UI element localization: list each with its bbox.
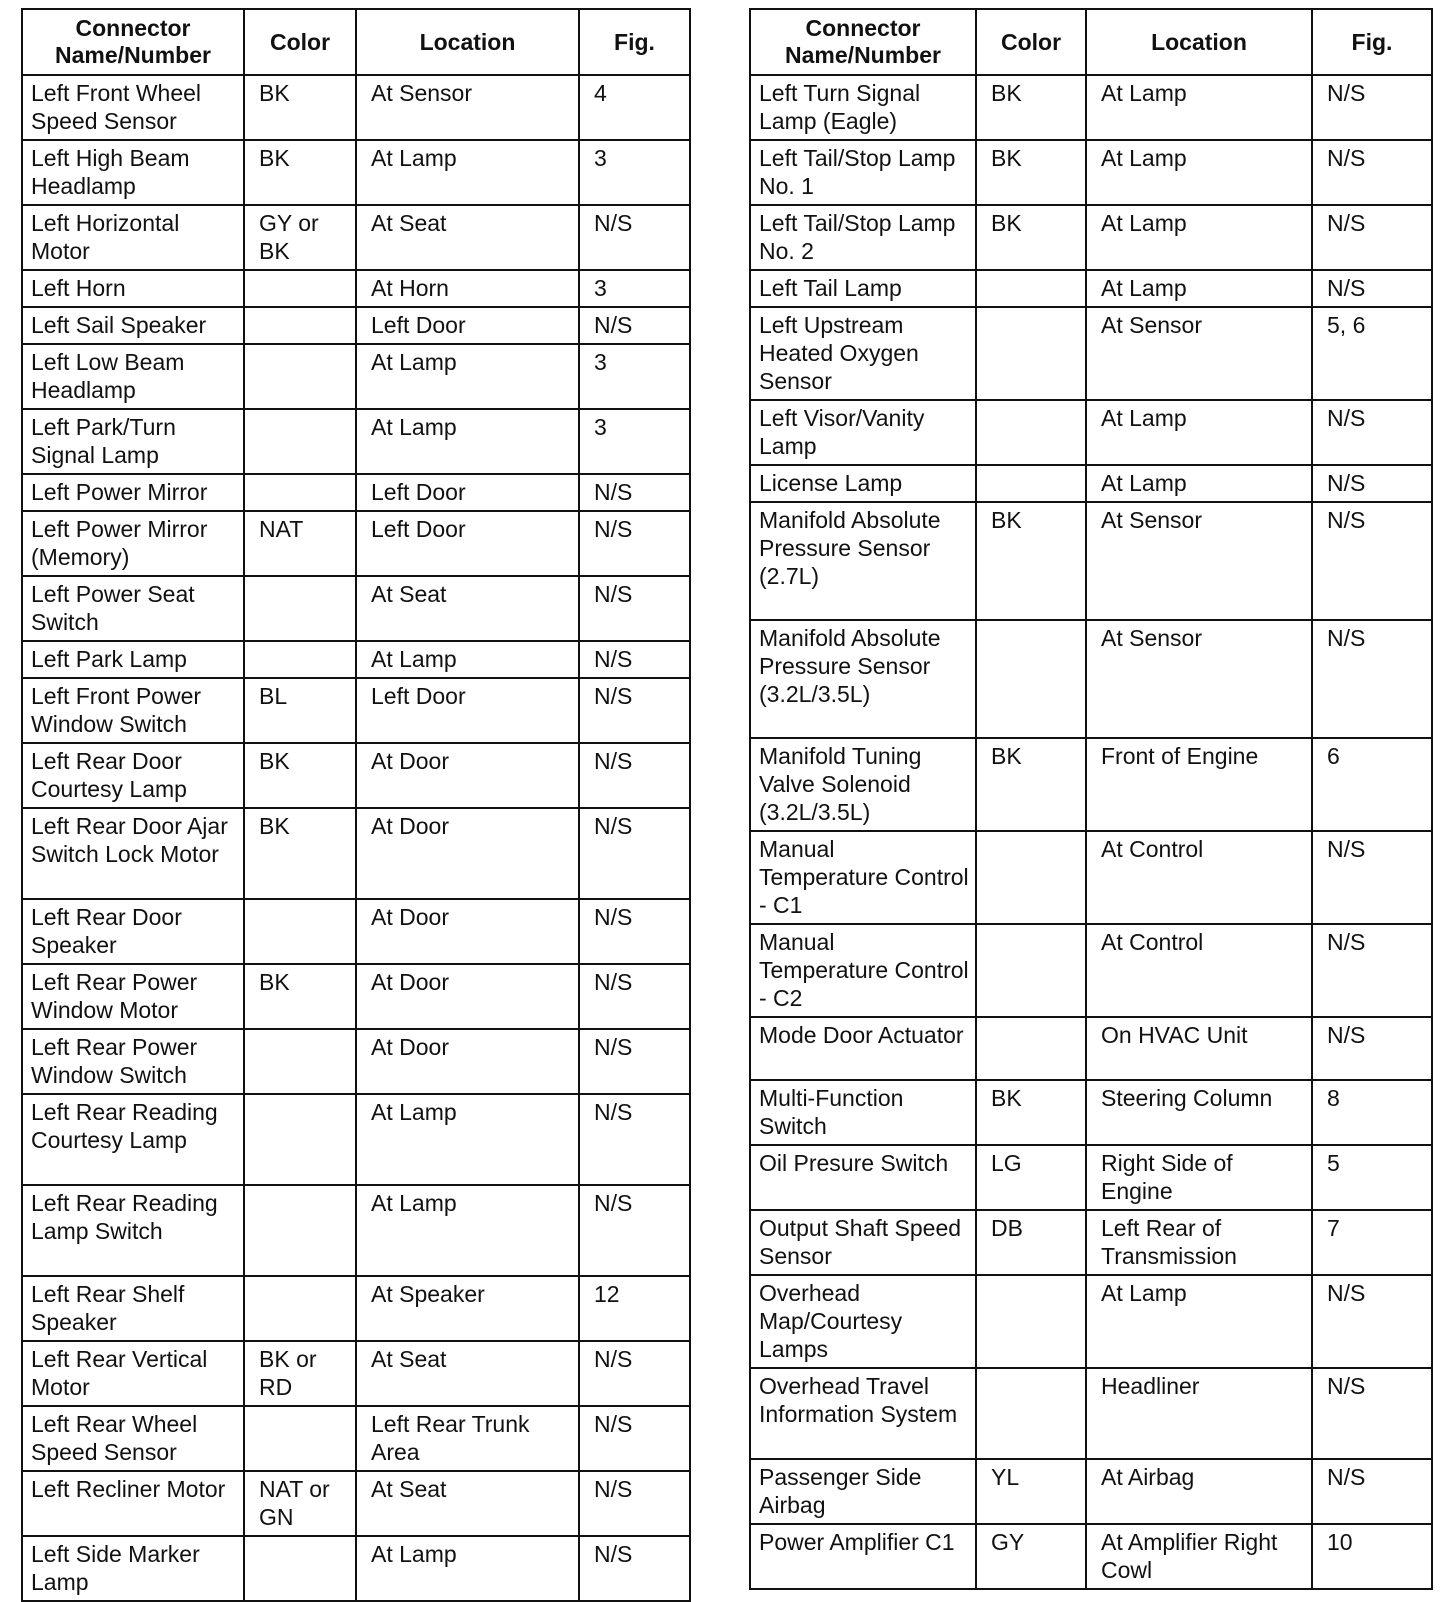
table-row (22, 1094, 690, 1185)
color-cell (244, 1094, 356, 1185)
location-cell: Headliner (1086, 1368, 1312, 1459)
color-cell (244, 1536, 356, 1601)
connector-name-cell: Output Shaft Speed Sensor (750, 1210, 976, 1275)
fig-cell: N/S (579, 641, 690, 678)
color-cell: BK (976, 75, 1086, 140)
connector-name-cell: Left Rear Door Ajar Switch Lock Motor (22, 808, 244, 899)
color-cell (976, 307, 1086, 400)
connector-name-cell: Left Front Wheel Speed Sensor (22, 75, 244, 140)
fig-cell: 8 (1312, 1080, 1432, 1145)
fig-cell: N/S (579, 1471, 690, 1536)
table-row (22, 344, 690, 409)
fig-cell: N/S (1312, 620, 1432, 738)
location-cell: Front of Engine (1086, 738, 1312, 831)
table-row (22, 75, 690, 140)
fig-cell: 3 (579, 140, 690, 205)
location-cell: Steering Column (1086, 1080, 1312, 1145)
table-body-left (22, 75, 690, 1601)
table-row (22, 964, 690, 1029)
location-cell: At Lamp (356, 140, 579, 205)
color-cell (244, 1185, 356, 1276)
color-cell (244, 474, 356, 511)
table-row (750, 502, 1432, 620)
fig-cell: 6 (1312, 738, 1432, 831)
fig-cell: 12 (579, 1276, 690, 1341)
color-cell: GY or BK (244, 205, 356, 270)
connector-name-cell: Manifold Absolute Pressure Sensor (2.7L) (750, 502, 976, 620)
location-cell: At Seat (356, 1341, 579, 1406)
color-cell (244, 1276, 356, 1341)
table-row (750, 1145, 1432, 1210)
fig-cell: N/S (1312, 1017, 1432, 1080)
location-cell: At Lamp (1086, 75, 1312, 140)
table-row (750, 140, 1432, 205)
table-row (22, 1536, 690, 1601)
fig-cell: N/S (579, 205, 690, 270)
connector-name-cell: Left Rear Power Window Motor (22, 964, 244, 1029)
fig-cell: N/S (579, 576, 690, 641)
color-cell: BK (244, 743, 356, 808)
color-cell: GY (976, 1524, 1086, 1589)
table-row (750, 831, 1432, 924)
table-row (750, 205, 1432, 270)
fig-cell: N/S (579, 678, 690, 743)
fig-cell: 3 (579, 270, 690, 307)
location-cell: At Lamp (356, 1185, 579, 1276)
color-cell (976, 924, 1086, 1017)
table-row (750, 1080, 1432, 1145)
color-cell: BK (976, 502, 1086, 620)
location-cell: At Lamp (356, 1094, 579, 1185)
connector-name-cell: Left Power Mirror (Memory) (22, 511, 244, 576)
header-connector-name: Connector Name/Number (22, 9, 244, 75)
connector-name-cell: Left Rear Door Speaker (22, 899, 244, 964)
location-cell: At Lamp (1086, 205, 1312, 270)
color-cell: BK (976, 738, 1086, 831)
header-row (750, 9, 1432, 75)
location-cell: At Door (356, 743, 579, 808)
connector-table-right (749, 8, 1433, 1590)
table-body-right (750, 75, 1432, 1589)
fig-cell: 3 (579, 344, 690, 409)
connector-name-cell: License Lamp (750, 465, 976, 502)
color-cell (244, 307, 356, 344)
fig-cell: N/S (579, 1341, 690, 1406)
table-row (22, 474, 690, 511)
connector-name-cell: Manual Temperature Control - C1 (750, 831, 976, 924)
connector-name-cell: Power Amplifier C1 (750, 1524, 976, 1589)
color-cell: BK or RD (244, 1341, 356, 1406)
fig-cell: N/S (1312, 1275, 1432, 1368)
table-row (22, 641, 690, 678)
fig-cell: N/S (579, 1029, 690, 1094)
color-cell (244, 270, 356, 307)
connector-name-cell: Left High Beam Headlamp (22, 140, 244, 205)
table-row (750, 1017, 1432, 1080)
connector-name-cell: Left Tail/Stop Lamp No. 1 (750, 140, 976, 205)
fig-cell: 4 (579, 75, 690, 140)
location-cell: At Door (356, 1029, 579, 1094)
connector-name-cell: Left Horn (22, 270, 244, 307)
location-cell: Left Rear of Transmission (1086, 1210, 1312, 1275)
connector-name-cell: Left Park Lamp (22, 641, 244, 678)
header-fig: Fig. (1312, 9, 1432, 75)
fig-cell: 3 (579, 409, 690, 474)
connector-name-cell: Oil Presure Switch (750, 1145, 976, 1210)
location-cell: At Seat (356, 1471, 579, 1536)
location-cell: At Sensor (1086, 502, 1312, 620)
fig-cell: N/S (579, 1406, 690, 1471)
table-row (750, 924, 1432, 1017)
location-cell: At Lamp (1086, 1275, 1312, 1368)
color-cell (244, 576, 356, 641)
table-row (22, 270, 690, 307)
location-cell: At Control (1086, 831, 1312, 924)
location-cell: Left Door (356, 511, 579, 576)
table-row (22, 1185, 690, 1276)
fig-cell: N/S (579, 1536, 690, 1601)
fig-cell: N/S (579, 899, 690, 964)
color-cell (244, 641, 356, 678)
connector-name-cell: Left Upstream Heated Oxygen Sensor (750, 307, 976, 400)
table-row (22, 140, 690, 205)
connector-name-cell: Left Rear Shelf Speaker (22, 1276, 244, 1341)
table-row (750, 75, 1432, 140)
color-cell (976, 400, 1086, 465)
location-cell: Left Door (356, 678, 579, 743)
location-cell: Right Side of Engine (1086, 1145, 1312, 1210)
connector-name-cell: Manifold Tuning Valve Solenoid (3.2L/3.5L) (750, 738, 976, 831)
fig-cell: N/S (579, 307, 690, 344)
location-cell: At Door (356, 899, 579, 964)
color-cell: BK (976, 140, 1086, 205)
fig-cell: N/S (1312, 1368, 1432, 1459)
table-row (750, 620, 1432, 738)
connector-name-cell: Left Turn Signal Lamp (Eagle) (750, 75, 976, 140)
color-cell (976, 1368, 1086, 1459)
fig-cell: N/S (1312, 140, 1432, 205)
location-cell: At Amplifier Right Cowl (1086, 1524, 1312, 1589)
connector-name-cell: Left Recliner Motor (22, 1471, 244, 1536)
fig-cell: N/S (1312, 400, 1432, 465)
table-row (22, 205, 690, 270)
header-location: Location (1086, 9, 1312, 75)
table-row (22, 808, 690, 899)
table-row (22, 307, 690, 344)
table-row (750, 1275, 1432, 1368)
connector-name-cell: Manifold Absolute Pressure Sensor (3.2L/3.5L) (750, 620, 976, 738)
table-row (22, 1341, 690, 1406)
table-row (22, 678, 690, 743)
fig-cell: N/S (579, 1185, 690, 1276)
color-cell: BL (244, 678, 356, 743)
table-row (22, 1471, 690, 1536)
location-cell: Left Rear Trunk Area (356, 1406, 579, 1471)
location-cell: At Lamp (1086, 270, 1312, 307)
location-cell: At Door (356, 808, 579, 899)
color-cell: NAT or GN (244, 1471, 356, 1536)
connector-name-cell: Passenger Side Airbag (750, 1459, 976, 1524)
table-row (22, 1406, 690, 1471)
table-row (22, 576, 690, 641)
color-cell (976, 270, 1086, 307)
fig-cell: N/S (579, 808, 690, 899)
connector-name-cell: Left Horizontal Motor (22, 205, 244, 270)
connector-name-cell: Left Low Beam Headlamp (22, 344, 244, 409)
connector-name-cell: Left Power Seat Switch (22, 576, 244, 641)
color-cell: BK (976, 1080, 1086, 1145)
connector-name-cell: Left Front Power Window Switch (22, 678, 244, 743)
fig-cell: N/S (579, 1094, 690, 1185)
fig-cell: N/S (1312, 502, 1432, 620)
color-cell (976, 1275, 1086, 1368)
location-cell: At Control (1086, 924, 1312, 1017)
fig-cell: N/S (1312, 465, 1432, 502)
color-cell: BK (976, 205, 1086, 270)
color-cell (976, 831, 1086, 924)
connector-name-cell: Left Side Marker Lamp (22, 1536, 244, 1601)
color-cell: BK (244, 808, 356, 899)
fig-cell: N/S (1312, 270, 1432, 307)
fig-cell: 10 (1312, 1524, 1432, 1589)
table-row (750, 738, 1432, 831)
connector-name-cell: Left Rear Wheel Speed Sensor (22, 1406, 244, 1471)
fig-cell: 7 (1312, 1210, 1432, 1275)
header-location: Location (356, 9, 579, 75)
color-cell (976, 1017, 1086, 1080)
color-cell: BK (244, 140, 356, 205)
table-row (22, 1276, 690, 1341)
location-cell: At Lamp (356, 409, 579, 474)
connector-name-cell: Left Rear Door Courtesy Lamp (22, 743, 244, 808)
fig-cell: N/S (1312, 75, 1432, 140)
table-row (750, 1210, 1432, 1275)
connector-name-cell: Left Tail Lamp (750, 270, 976, 307)
color-cell (244, 409, 356, 474)
table-row (750, 1459, 1432, 1524)
connector-name-cell: Left Rear Vertical Motor (22, 1341, 244, 1406)
color-cell: YL (976, 1459, 1086, 1524)
table-row (750, 270, 1432, 307)
header-color: Color (976, 9, 1086, 75)
color-cell (244, 1029, 356, 1094)
connector-name-cell: Left Power Mirror (22, 474, 244, 511)
fig-cell: N/S (1312, 924, 1432, 1017)
color-cell: LG (976, 1145, 1086, 1210)
location-cell: At Sensor (1086, 620, 1312, 738)
location-cell: At Airbag (1086, 1459, 1312, 1524)
location-cell: Left Door (356, 474, 579, 511)
connector-name-cell: Mode Door Actuator (750, 1017, 976, 1080)
location-cell: At Seat (356, 205, 579, 270)
location-cell: At Door (356, 964, 579, 1029)
table-row (750, 1524, 1432, 1589)
connector-name-cell: Overhead Travel Information System (750, 1368, 976, 1459)
connector-name-cell: Left Rear Reading Courtesy Lamp (22, 1094, 244, 1185)
color-cell: NAT (244, 511, 356, 576)
fig-cell: N/S (1312, 831, 1432, 924)
table-row (750, 1368, 1432, 1459)
connector-name-cell: Left Park/Turn Signal Lamp (22, 409, 244, 474)
connector-name-cell: Left Sail Speaker (22, 307, 244, 344)
table-row (750, 307, 1432, 400)
location-cell: At Lamp (1086, 465, 1312, 502)
color-cell (244, 899, 356, 964)
connector-name-cell: Manual Temperature Control - C2 (750, 924, 976, 1017)
table-row (22, 899, 690, 964)
connector-name-cell: Left Rear Reading Lamp Switch (22, 1185, 244, 1276)
color-cell: DB (976, 1210, 1086, 1275)
fig-cell: N/S (579, 511, 690, 576)
header-row (22, 9, 690, 75)
location-cell: At Sensor (356, 75, 579, 140)
table-row (22, 743, 690, 808)
fig-cell: 5, 6 (1312, 307, 1432, 400)
location-cell: At Seat (356, 576, 579, 641)
table-row (22, 1029, 690, 1094)
header-fig: Fig. (579, 9, 690, 75)
header-connector-name: Connector Name/Number (750, 9, 976, 75)
fig-cell: 5 (1312, 1145, 1432, 1210)
fig-cell: N/S (579, 964, 690, 1029)
location-cell: At Lamp (356, 344, 579, 409)
location-cell: On HVAC Unit (1086, 1017, 1312, 1080)
color-cell (244, 344, 356, 409)
color-cell (976, 620, 1086, 738)
location-cell: At Lamp (356, 1536, 579, 1601)
color-cell: BK (244, 75, 356, 140)
connector-name-cell: Left Tail/Stop Lamp No. 2 (750, 205, 976, 270)
fig-cell: N/S (1312, 1459, 1432, 1524)
header-color: Color (244, 9, 356, 75)
table-row (22, 511, 690, 576)
location-cell: At Horn (356, 270, 579, 307)
fig-cell: N/S (579, 474, 690, 511)
location-cell: At Speaker (356, 1276, 579, 1341)
connector-name-cell: Left Visor/Vanity Lamp (750, 400, 976, 465)
location-cell: Left Door (356, 307, 579, 344)
location-cell: At Sensor (1086, 307, 1312, 400)
color-cell: BK (244, 964, 356, 1029)
location-cell: At Lamp (1086, 400, 1312, 465)
table-row (750, 465, 1432, 502)
connector-name-cell: Overhead Map/Courtesy Lamps (750, 1275, 976, 1368)
connector-name-cell: Multi-Function Switch (750, 1080, 976, 1145)
color-cell (976, 465, 1086, 502)
table-row (750, 400, 1432, 465)
table-row (22, 409, 690, 474)
connector-name-cell: Left Rear Power Window Switch (22, 1029, 244, 1094)
connector-table-left (21, 8, 691, 1602)
location-cell: At Lamp (356, 641, 579, 678)
color-cell (244, 1406, 356, 1471)
fig-cell: N/S (1312, 205, 1432, 270)
location-cell: At Lamp (1086, 140, 1312, 205)
fig-cell: N/S (579, 743, 690, 808)
